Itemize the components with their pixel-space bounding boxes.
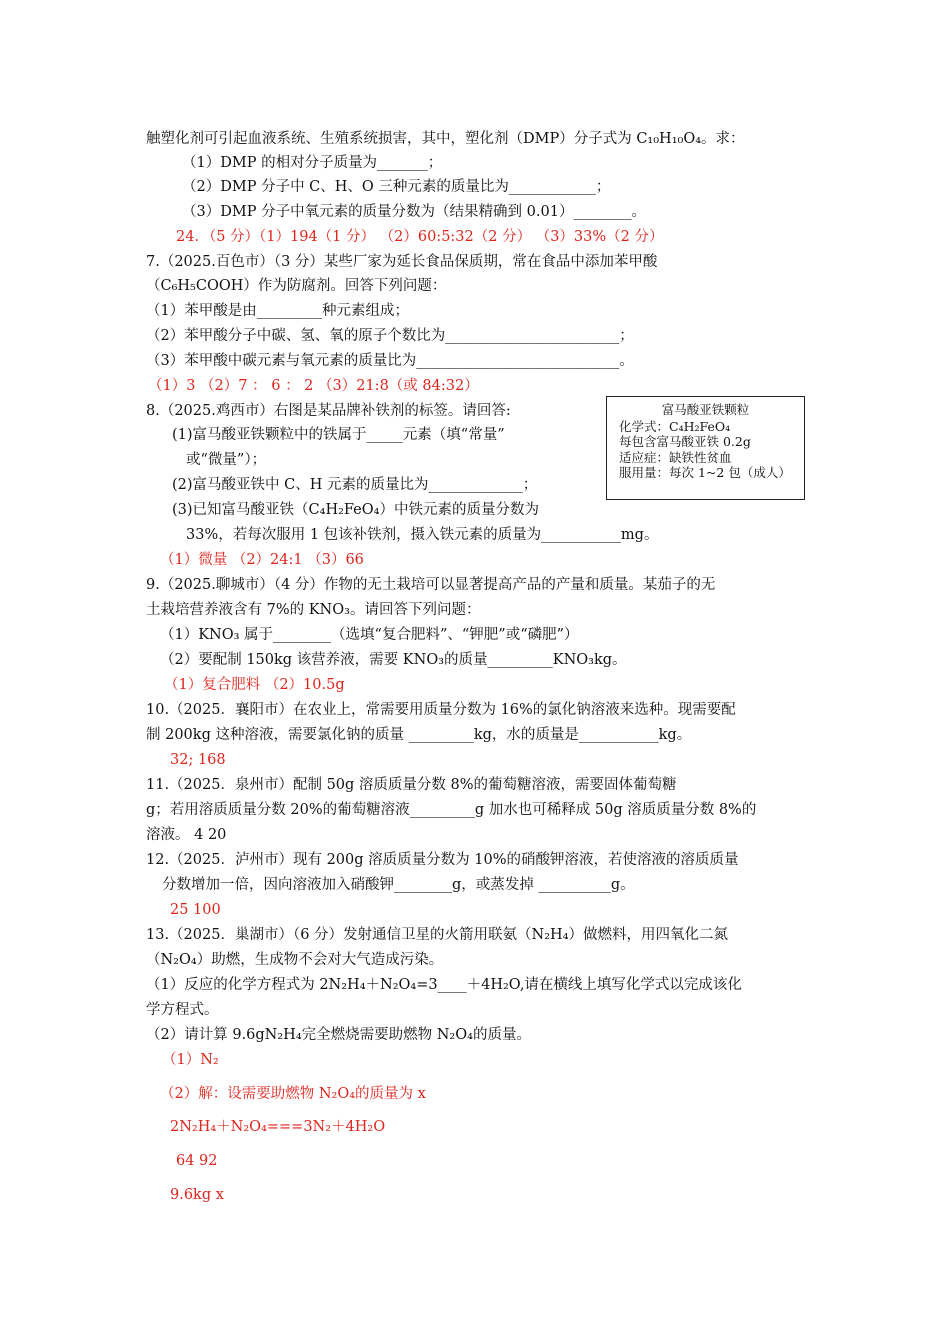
- text-line: (3)已知富马酸亚铁（C₄H₂FeO₄）中铁元素的质量分数为: [172, 502, 539, 518]
- answer-line: （1）3 （2）7 ： 6 ： 2 （3）21:8（或 84:32）: [148, 378, 479, 394]
- question-heading: 13.（2025．巢湖市）（6 分）发射通信卫星的火箭用联氨（N₂H₄）做燃料，用四氧化二氮: [146, 927, 729, 943]
- text-line: （2）请计算 9.6gN₂H₄完全燃烧需要助燃物 N₂O₄的质量。: [146, 1027, 531, 1043]
- text-line: （C₆H₅COOH）作为防腐剂。回答下列问题：: [146, 278, 447, 294]
- text-line: 分数增加一倍，因向溶液加入硝酸钾________g，或蒸发掉 __________g。: [162, 877, 635, 893]
- answer-line: 24．（5 分）（1）194（1 分） （2）60:5:32（2 分） （3）33%（2 分）: [176, 229, 664, 245]
- text-line: （3）DMP 分子中氧元素的质量分数为（结果精确到 0.01）________。: [182, 204, 646, 220]
- text-line: 溶液。 4 20: [146, 827, 227, 843]
- answer-line: （2）解：设需要助燃物 N₂O₄的质量为 x: [160, 1086, 426, 1102]
- question-heading: 11.（2025．泉州市）配制 50g 溶质质量分数 8%的葡萄糖溶液，需要固体葡萄糖: [146, 777, 677, 793]
- text-line: 学方程式。: [146, 1002, 219, 1018]
- answer-line: （1）微量 （2）24:1 （3）66: [160, 552, 364, 568]
- label-content: 每包含富马酸亚铁 0.2g: [619, 434, 751, 449]
- label-formula: 化学式：C₄H₂FeO₄: [619, 418, 731, 434]
- text-line: （2）苯甲酸分子中碳、氢、氧的原子个数比为________________________；: [146, 328, 634, 344]
- text-line: g；若用溶质质量分数 20%的葡萄糖溶液_________g 加水也可稀释成 50g 溶质质量分数 8%的: [146, 802, 757, 818]
- text-line: 触塑化剂可引起血液系统、生殖系统损害，其中，塑化剂（DMP）分子式为 C₁₀H₁₀O₄。求：: [146, 131, 745, 147]
- text-line: （2）要配制 150kg 该营养液，需要 KNO₃的质量_________KNO₃kg。: [160, 652, 627, 668]
- text-line: 制 200kg 这种溶液，需要氯化钠的质量 _________kg，水的质量是___________kg。: [146, 727, 692, 743]
- text-line: 33%，若每次服用 1 包该补铁剂，摄入铁元素的质量为___________mg。: [186, 527, 659, 543]
- label-indication: 适应症：缺铁性贫血: [619, 449, 732, 465]
- text-line: （3）苯甲酸中碳元素与氧元素的质量比为____________________________。: [146, 353, 634, 369]
- text-line: （2）DMP 分子中 C、H、O 三种元素的质量比为____________；: [182, 179, 611, 195]
- answer-line: 9.6kg x: [170, 1187, 224, 1203]
- text-line: (1)富马酸亚铁颗粒中的铁属于_____元素（填“常量”: [172, 427, 505, 443]
- text-line: (2)富马酸亚铁中 C、H 元素的质量比为_____________；: [172, 477, 538, 493]
- answer-line: （1）复合肥料 （2）10.5g: [164, 677, 345, 693]
- question-heading: 10.（2025．襄阳市）在农业上，常需要用质量分数为 16%的氯化钠溶液来选种。现需要配: [146, 702, 736, 718]
- text-line: （N₂O₄）助燃，生成物不会对大气造成污染。: [146, 952, 444, 968]
- label-dosage: 服用量：每次 1~2 包（成人）: [619, 465, 791, 480]
- answer-line: （1）N₂: [162, 1052, 219, 1068]
- text-line: 或“微量”）；: [186, 452, 267, 468]
- answer-line: 25 100: [170, 902, 221, 918]
- question-heading: 9.（2025.聊城市）（4 分）作物的无土栽培可以显著提高产品的产量和质量。某茄子的无: [146, 577, 716, 593]
- answer-line: 32; 168: [170, 752, 226, 768]
- text-line: 土栽培营养液含有 7%的 KNO₃。请回答下列问题：: [146, 602, 481, 618]
- question-heading: 12.（2025．泸州市）现有 200g 溶质质量分数为 10%的硝酸钾溶液，若使溶液的溶质质量: [146, 852, 739, 868]
- answer-line: 64 92: [176, 1153, 218, 1169]
- label-title: 富马酸亚铁颗粒: [661, 402, 750, 417]
- text-line: （1）反应的化学方程式为 2N₂H₄＋N₂O₄=3____＋4H₂O,请在横线上填写化学式以完成该化: [146, 977, 742, 993]
- text-line: （1）DMP 的相对分子质量为_______；: [182, 155, 443, 171]
- question-heading: 8.（2025.鸡西市）右图是某品牌补铁剂的标签。请回答:: [146, 403, 511, 419]
- answer-equation: 2N₂H₄＋N₂O₄===3N₂＋4H₂O: [170, 1119, 386, 1135]
- supplement-label-box: [606, 396, 805, 500]
- text-line: （1）KNO₃ 属于________（选填“复合肥料”、“钾肥”或“磷肥”）: [160, 627, 579, 643]
- question-heading: 7.（2025.百色市）（3 分）某些厂家为延长食品保质期，常在食品中添加苯甲酸: [146, 254, 658, 270]
- text-line: （1）苯甲酸是由_________种元素组成；: [146, 303, 409, 319]
